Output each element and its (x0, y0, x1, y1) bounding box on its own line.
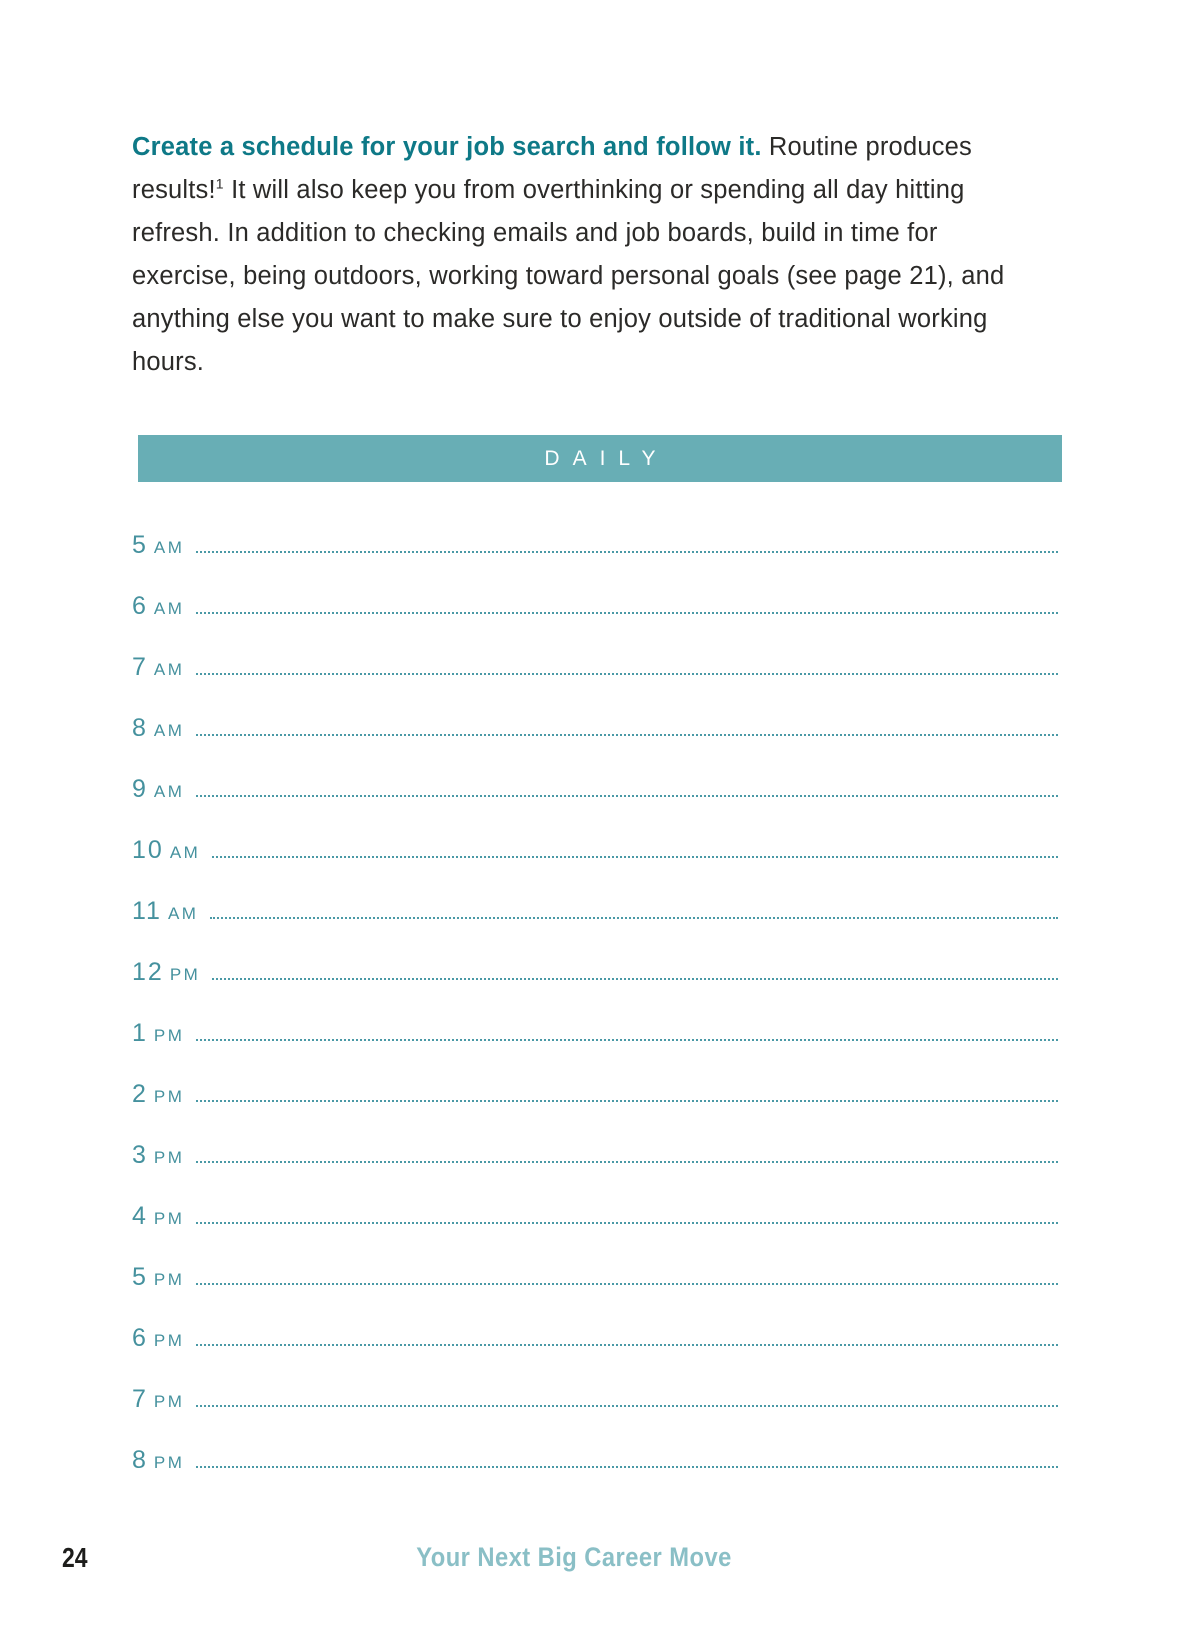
schedule-row (132, 581, 1058, 642)
writing-line (210, 917, 1058, 919)
time-label (132, 714, 184, 743)
time-label (132, 592, 184, 621)
schedule-row (132, 947, 1058, 1008)
time-number: 6 (132, 1324, 148, 1352)
time-period: PM (153, 1392, 185, 1411)
schedule-row (132, 825, 1058, 886)
writing-line (196, 1161, 1058, 1163)
time-period: PM (153, 1087, 185, 1106)
schedule-row (132, 1008, 1058, 1069)
time-period: PM (153, 1270, 185, 1289)
time-number: 11 (132, 897, 162, 925)
time-label (132, 775, 184, 804)
time-period: PM (153, 1148, 185, 1167)
schedule-row (132, 1069, 1058, 1130)
page-number: 24 (62, 1542, 88, 1573)
time-label (132, 1385, 184, 1414)
schedule-row (132, 703, 1058, 764)
footnote-marker: 1 (215, 175, 224, 192)
schedule-row (132, 642, 1058, 703)
time-number: 5 (132, 1263, 148, 1291)
time-period: AM (169, 843, 201, 862)
schedule-row (132, 1313, 1058, 1374)
time-period: PM (153, 1026, 185, 1045)
schedule-row (132, 1435, 1058, 1496)
time-label (132, 1202, 184, 1231)
time-label (132, 1263, 184, 1292)
time-number: 7 (132, 653, 148, 681)
writing-line (196, 1466, 1058, 1468)
time-period: AM (153, 660, 185, 679)
schedule-row (132, 764, 1058, 825)
daily-banner-label: DAILY (544, 446, 669, 470)
time-period: PM (153, 1453, 185, 1472)
time-number: 12 (132, 958, 164, 986)
schedule-row (132, 1130, 1058, 1191)
book-title: Your Next Big Career Move (416, 1542, 732, 1572)
writing-line (196, 1222, 1058, 1224)
schedule-row (132, 1191, 1058, 1252)
intro-paragraph (132, 126, 1037, 384)
time-label (132, 1080, 184, 1109)
time-number: 5 (132, 531, 148, 559)
time-label (132, 1324, 184, 1353)
writing-line (196, 795, 1058, 797)
time-label (132, 531, 184, 560)
time-label (132, 653, 184, 682)
writing-line (196, 734, 1058, 736)
time-period: AM (153, 721, 185, 740)
writing-line (196, 551, 1058, 553)
time-period: AM (153, 599, 185, 618)
time-number: 3 (132, 1141, 148, 1169)
time-period: AM (153, 538, 185, 557)
time-number: 8 (132, 1446, 148, 1474)
time-number: 2 (132, 1080, 148, 1108)
time-period: PM (153, 1209, 185, 1228)
time-number: 9 (132, 775, 148, 803)
writing-line (196, 1405, 1058, 1407)
intro-text: Routine produces results! (132, 133, 972, 204)
time-label (132, 1019, 184, 1048)
daily-banner (138, 435, 1062, 482)
writing-line (196, 1100, 1058, 1102)
time-number: 8 (132, 714, 148, 742)
schedule-row (132, 520, 1058, 581)
time-label (132, 958, 200, 987)
schedule-row (132, 1252, 1058, 1313)
time-period: PM (153, 1331, 185, 1350)
schedule-list (132, 520, 1058, 1496)
writing-line (212, 978, 1058, 980)
writing-line (196, 1039, 1058, 1041)
time-number: 6 (132, 592, 148, 620)
time-number: 10 (132, 836, 164, 864)
time-label (132, 1141, 184, 1170)
intro-text-continued: It will also keep you from overthinking or spending all day hitting refresh. In addition to checking emails and job boards, build in time for exercise, being outdoors, working toward personal goals (see page 21), and anything else you want to make sure to enjoy outside of traditional working hours. (132, 176, 1005, 376)
time-label (132, 836, 200, 865)
time-period: AM (167, 904, 199, 923)
time-number: 1 (132, 1019, 148, 1047)
time-period: PM (169, 965, 201, 984)
lead-sentence: Create a schedule for your job search and follow it. (132, 133, 762, 161)
time-number: 7 (132, 1385, 148, 1413)
schedule-row (132, 886, 1058, 947)
writing-line (196, 1283, 1058, 1285)
writing-line (196, 612, 1058, 614)
time-number: 4 (132, 1202, 148, 1230)
schedule-row (132, 1374, 1058, 1435)
time-label (132, 897, 198, 926)
writing-line (196, 673, 1058, 675)
writing-line (196, 1344, 1058, 1346)
time-period: AM (153, 782, 185, 801)
writing-line (212, 856, 1058, 858)
time-label (132, 1446, 184, 1475)
